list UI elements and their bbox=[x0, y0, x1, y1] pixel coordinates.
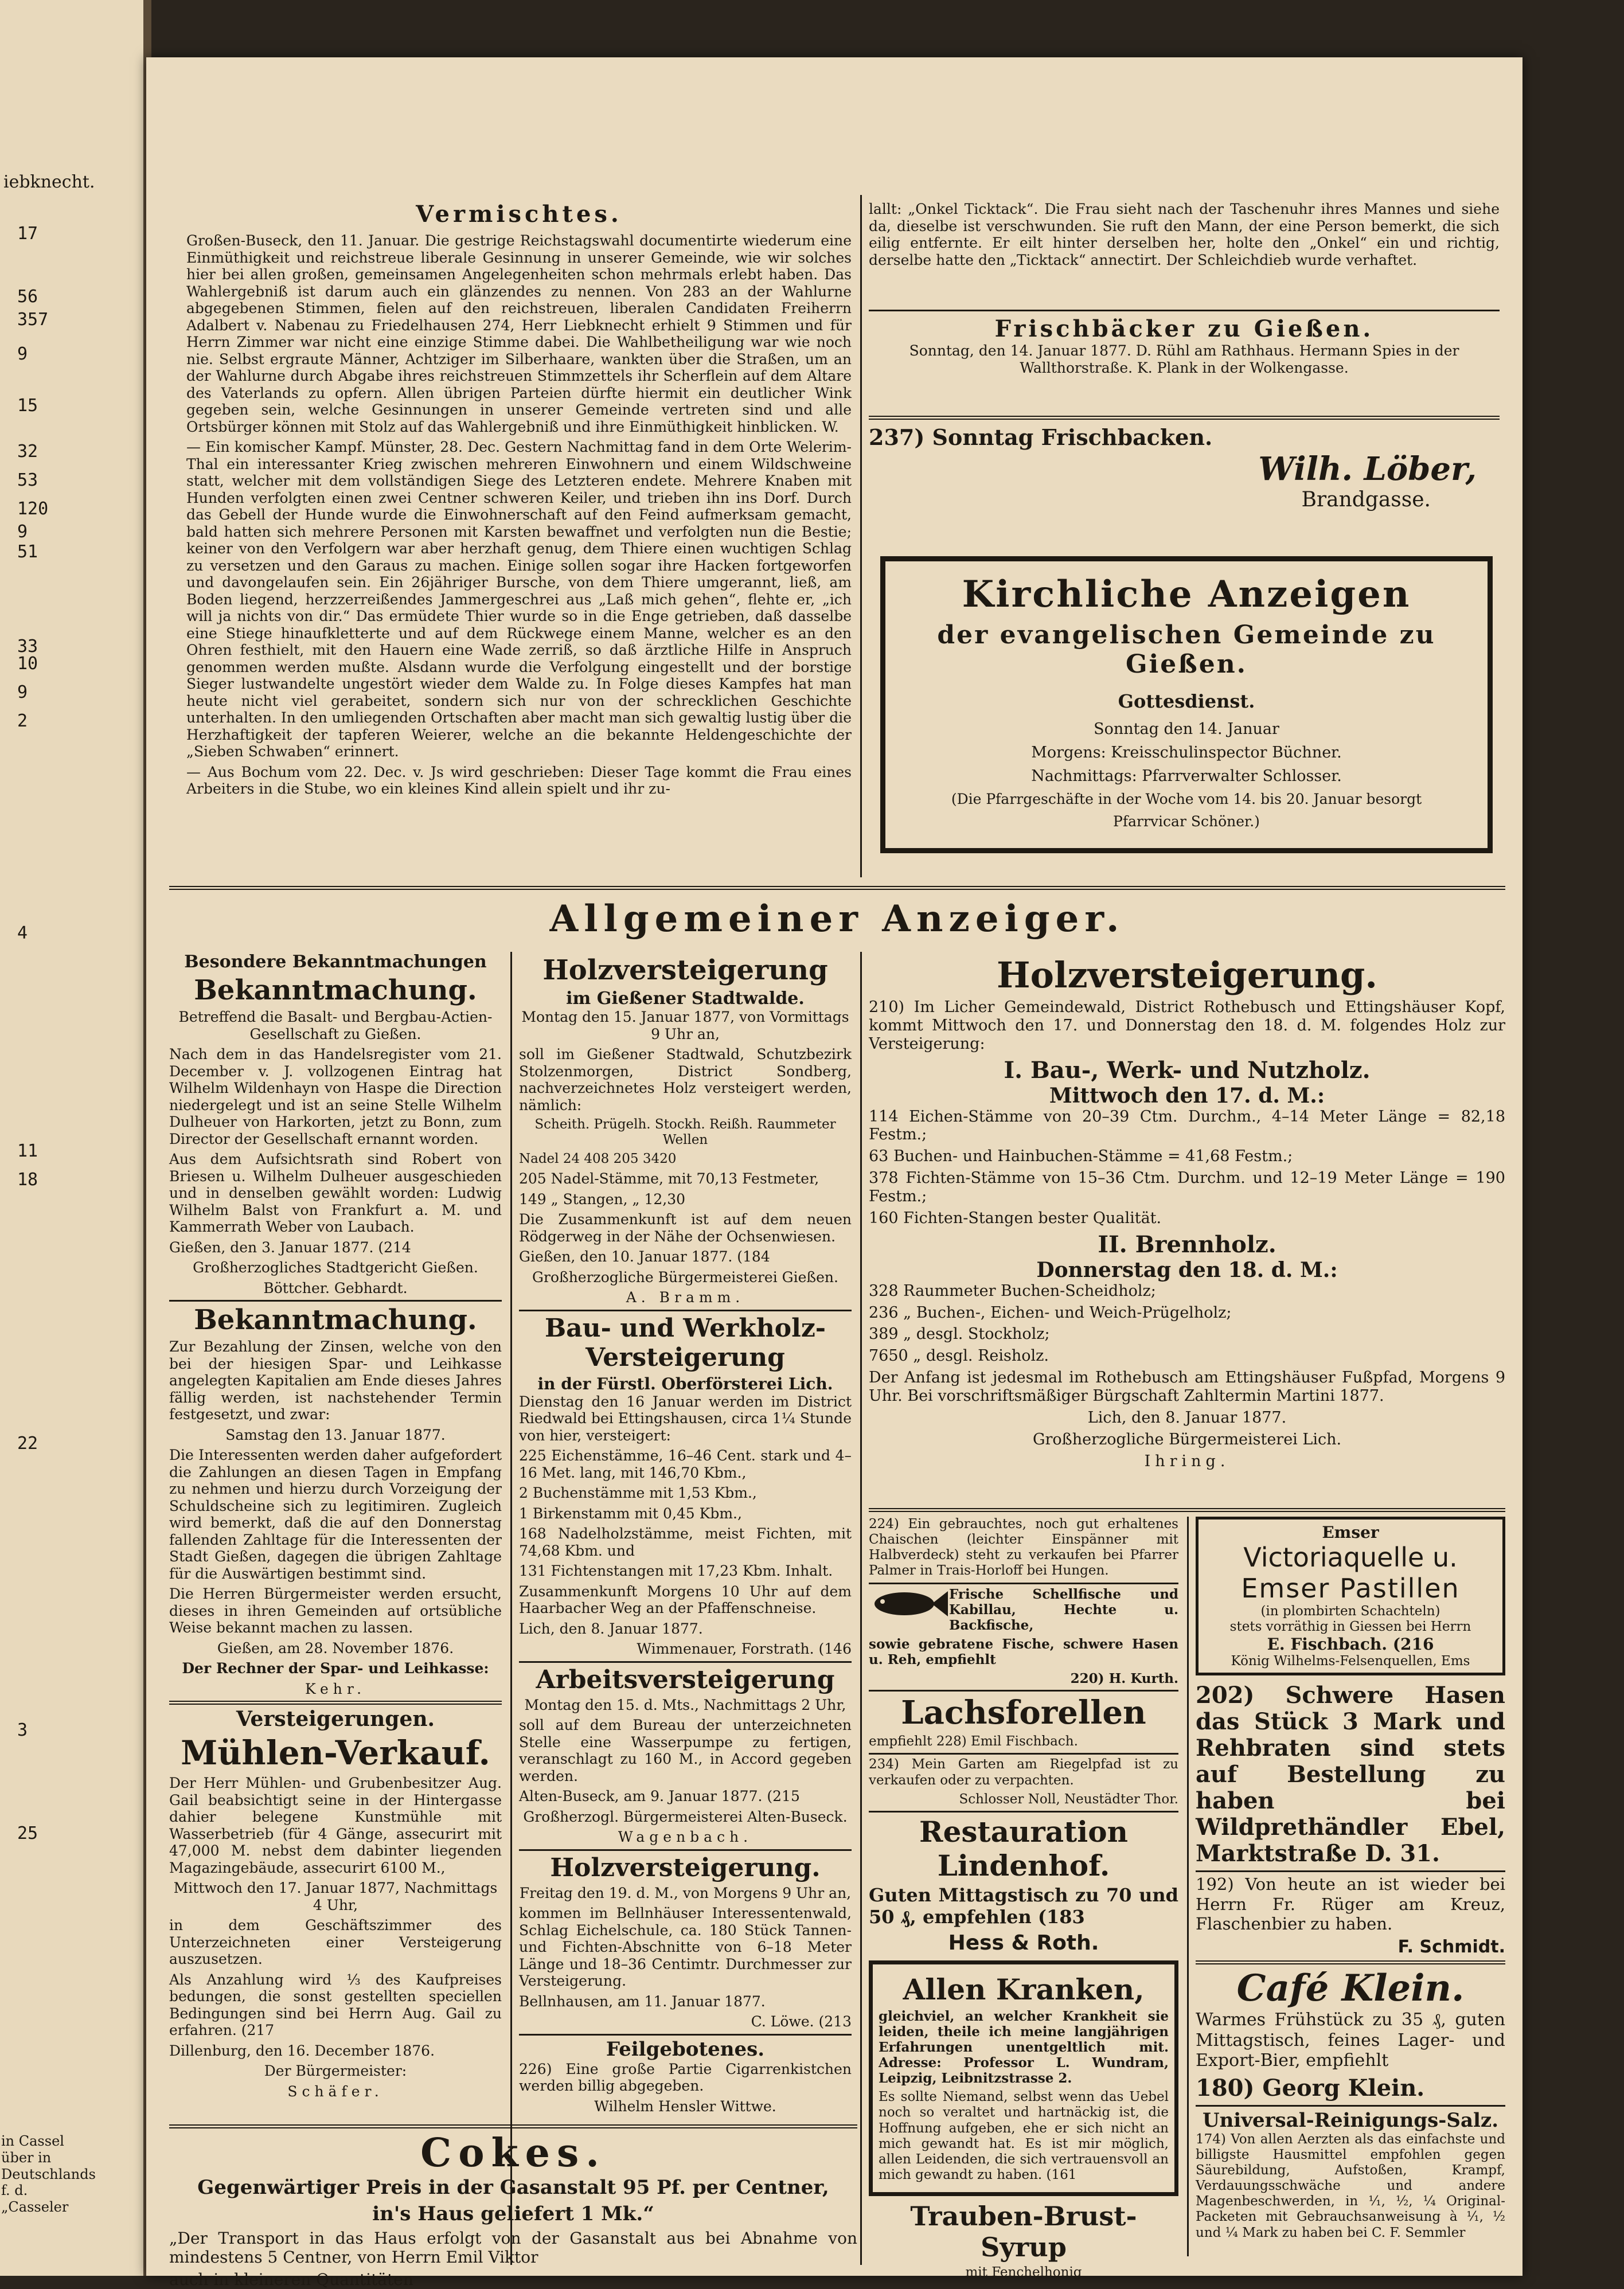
licher-line-3: 378 Fichten-Stämme von 15–36 Ctm. Durchm. und 12–19 Meter Länge = 190 Festm.; bbox=[869, 1169, 1505, 1206]
prev-page-number: 2 bbox=[17, 711, 28, 731]
bau-line-3: 1 Birkenstamm mit 0,45 Kbm., bbox=[519, 1505, 742, 1522]
restauration-title: Restauration Lindenhof. bbox=[919, 1814, 1128, 1882]
licher-authority: Großherzogliche Bürgermeisterei Lich. bbox=[1032, 1430, 1342, 1448]
licher-heading-2-date: Donnerstag den 18. d. M.: bbox=[1036, 1257, 1338, 1282]
bk2-text-3: Die Herren Bürgermeister werden ersucht, dieses in ihren Gemeinden auf ortsübliche Weise bekannt machen zu lassen. bbox=[169, 1585, 502, 1636]
allen-kranken-text-2: Es sollte Niemand, selbst wenn das Uebel noch so veraltet und hartnäckig ist, die Hoffnung aufgeben, ehe er sich nicht an mich gewandt hat. Es ist mir möglich, allen Leidenden, die sich vertrauensvoll an mich gewandt zu haben. (161 bbox=[879, 2089, 1169, 2182]
bekanntmachung-2-title: Bekanntmachung. bbox=[194, 1304, 477, 1336]
trauben-brust-syrup-title: Trauben-Brust-Syrup bbox=[910, 2201, 1137, 2263]
kirchliche-note-2: Pfarrvicar Schöner.) bbox=[1113, 813, 1260, 830]
bk1-subject: Betreffend die Basalt- und Bergbau-Actien-Gesellschaft zu Gießen. bbox=[178, 1009, 493, 1042]
frischbaecker-text: Sonntag, den 14. Januar 1877. D. Rühl am Rathhaus. Hermann Spies in der Wallthorstraße. K. Plank in der Wolkengasse. bbox=[909, 342, 1459, 376]
universal-salz-text: 174) Von allen Aerzten als das einfachste und billigste Hausmittel empfohlen gegen Säurebildung, Aufstoßen, Krampf, Verdauungsschwäche und andere Magenbeschwerden, in ¹⁄₁, ½, ¼ Original-Packeten mit Gebrauchsanweisung à ¹⁄₁, ½ und ¼ Mark zu haben bei C. F. Semmler bbox=[1196, 2131, 1505, 2240]
licher-text: Der Anfang ist jedesmal im Rothebusch am Ettingshäuser Fußpfad, Morgens 9 Uhr. Bei vorschriftsmäßiger Bürgschaft Zahltermin Martini 1877. bbox=[869, 1369, 1505, 1405]
loeber-name: Wilh. Löber, bbox=[1258, 450, 1477, 488]
rule bbox=[869, 1583, 1178, 1584]
bau-line-2: 2 Buchenstämme mit 1,53 Kbm., bbox=[519, 1485, 757, 1502]
fish-line-3: 220) H. Kurth. bbox=[1070, 1671, 1178, 1687]
cokes-delivery: in's Haus geliefert 1 Mk.“ bbox=[372, 2202, 654, 2226]
fish-line-1: Frische Schellfische und Kabillau, Hechte u. Backfische, bbox=[949, 1586, 1178, 1633]
allen-kranken-text-1: gleichviel, an welcher Krankheit sie leiden, theile ich meine langjährigen Erfahrungen unentgeltlich mit. Adresse: Professor L. Wundram, Leipzig, Leibnitzstrasse 2. bbox=[879, 2008, 1169, 2087]
frischbaecker-title: Frischbäcker zu Gießen. bbox=[994, 315, 1374, 342]
emser-kicker: Emser bbox=[1322, 1523, 1379, 1542]
restauration-signature: Hess & Roth. bbox=[948, 1931, 1099, 1955]
bellnhausen-date: Freitag den 19. d. M., von Morgens 9 Uhr an, bbox=[519, 1884, 852, 1901]
muehlen-date: Mittwoch den 17. Januar 1877, Nachmittags 4 Uhr, bbox=[173, 1880, 498, 1913]
licher-intro: 210) Im Licher Gemeindewald, District Rothebusch und Ettingshäuser Kopf, kommt Mittwoch den 17. und Donnerstag den 18. d. M. folgendes Holz zur Versteigerung: bbox=[869, 998, 1505, 1053]
holzversteigerung-licher-title: Holzversteigerung. bbox=[997, 954, 1377, 996]
prev-page-number: 25 bbox=[17, 1823, 38, 1843]
bau-line-4: 168 Nadelholzstämme, meist Fichten, mit 74,68 Kbm. und bbox=[519, 1525, 852, 1559]
vermischtes-section bbox=[186, 201, 852, 877]
flaschenbier-signature: F. Schmidt. bbox=[1397, 1937, 1505, 1958]
ad-number: 237) bbox=[869, 424, 925, 450]
fish-line-2: sowie gebratene Fische, schwere Hasen u. Reh, empfiehlt bbox=[869, 1636, 1178, 1667]
stadtwald-stangen: 149 „ Stangen, „ 12,30 bbox=[519, 1190, 686, 1208]
prev-page-number: 51 bbox=[17, 542, 38, 562]
arbeit-text: soll auf dem Bureau der unterzeichneten Stelle eine Wasserpumpe zu fertigen, veranschlagt zu 160 M., in Accord gegeben werden. bbox=[519, 1717, 852, 1784]
cokes-price: Gegenwärtiger Preis in der Gasanstalt 95 Pf. per Centner, bbox=[197, 2176, 829, 2199]
licher-line-5: 328 Raummeter Buchen-Scheidholz; bbox=[869, 1282, 1156, 1300]
prev-page-number: 18 bbox=[17, 1170, 38, 1190]
vermischtes-title: Vermischtes. bbox=[416, 201, 622, 228]
prev-page-number: 22 bbox=[17, 1433, 38, 1454]
prev-page-label: iebknecht. bbox=[3, 172, 95, 192]
gottesdienst-heading: Gottesdienst. bbox=[1118, 690, 1255, 712]
kirchliche-anzeigen-box bbox=[880, 556, 1493, 853]
allen-kranken-box bbox=[869, 1960, 1178, 2196]
frischbaecker-section bbox=[869, 315, 1500, 413]
stadtwald-date: Montag den 15. Januar 1877, von Vormittags 9 Uhr an, bbox=[521, 1009, 849, 1042]
licher-place-date: Lich, den 8. Januar 1877. bbox=[1087, 1408, 1287, 1427]
muehlen-signature: Schäfer. bbox=[287, 2083, 384, 2100]
cafe-klein-title: Café Klein. bbox=[1236, 1967, 1465, 2010]
licher-signature: Ihring. bbox=[1144, 1452, 1230, 1470]
flaschenbier-ad: 192) Von heute an ist wieder bei Herrn Fr. Rüger am Kreuz, Flaschenbier zu haben. bbox=[1196, 1874, 1505, 1933]
cokes-transport: „Der Transport in das Haus erfolgt von der Gasanstalt aus bei Abnahme von mindestens 5 Centner, von Herrn Emil Viktor bbox=[169, 2229, 857, 2267]
column-rule bbox=[860, 195, 862, 877]
cokes-quantities: auch in kleineren Quantitäten bbox=[169, 2270, 413, 2289]
rule bbox=[869, 416, 1500, 420]
previous-page-fragment bbox=[0, 52, 126, 2271]
frischbacken-title: Sonntag Frischbacken. bbox=[932, 424, 1213, 450]
prev-page-number: 9 bbox=[17, 682, 28, 702]
bk2-place-date: Gießen, am 28. November 1876. bbox=[217, 1639, 454, 1657]
frischbacken-ad bbox=[869, 424, 1500, 545]
vermischtes-article-buseck: Großen-Buseck, den 11. Januar. Die gestrige Reichstagswahl documentirte wiederum eine Einmüthigkeit und reichstreue liberale Gesinnung in unserer Gemeinde, wie wir solches hier bei allen großen, gemeinsamen Angelegenheiten schon mehrmals erlebt haben. Das Wahlergebniß ist darum auch ein glänzendes zu nennen. Von 283 an der Wahlurne abgegebenen Stimmen, fielen auf den reichstreuen, liberalen Candidaten Freiherrn Adalbert v. Nabenau zu Friedelhausen 274, Herr Liebknecht erhielt 9 Stimmen und für Herrn Zimmer war nicht eine einzige Stimme dabei. Die Wahlbetheiligung war wie noch nie. Selbst ergraute Männer, Achtziger im Silberhaare, wankten über die Straßen, um an der Wahlurne durch Abgabe ihres reichstreuen Stimmzettels ihr Scherflein auf dem Altare des Vaterlands zu opfern. Allen übrigen Parteien dürfte hiermit ein deutlicher Wink gegeben sein, welche Gesinnungen in unserer Gemeinde vertreten sind und alle Ortsbürger können mit Stolz auf das Wahlergebniß und ihre Einmüthigkeit hinblicken. W. bbox=[186, 232, 852, 435]
stadtwald-table-header: Scheith. Prügelh. Stockh. Reißh. Raummeter Wellen bbox=[534, 1117, 836, 1148]
bau-meeting: Zusammenkunft Morgens 10 Uhr auf dem Haarbacher Weg an der Pfaffenschneise. bbox=[519, 1583, 852, 1617]
prev-page-number: 56 bbox=[17, 287, 38, 307]
column-rule bbox=[510, 952, 512, 2265]
book-spine bbox=[0, 0, 151, 2276]
licher-line-1: 114 Eichen-Stämme von 20–39 Ctm. Durchm., 4–14 Meter Länge = 82,18 Festm.; bbox=[869, 1107, 1505, 1144]
rule bbox=[519, 1661, 852, 1663]
restauration-text: Guten Mittagstisch zu 70 und 50 ₰, empfehlen (183 bbox=[869, 1884, 1178, 1928]
cokes-ad bbox=[169, 2130, 857, 2289]
rule bbox=[169, 2124, 857, 2128]
kirchliche-morning: Morgens: Kreisschulinspector Büchner. bbox=[1031, 744, 1342, 761]
stadtwald-subtitle: im Gießener Stadtwalde. bbox=[566, 989, 805, 1009]
arbeit-signature: Wagenbach. bbox=[618, 1829, 753, 1846]
stadtwald-staemme: 205 Nadel-Stämme, mit 70,13 Festmeter, bbox=[519, 1170, 819, 1188]
holzversteigerung-stadtwald-title: Holzversteigerung bbox=[542, 954, 828, 986]
rule bbox=[1196, 2105, 1505, 2107]
muehlen-text-3: Als Anzahlung wird ⅓ des Kaufpreises bedungen, die sonst gestellten speciellen Bedingungen sind bei Herrn Aug. Gail zu erfahren. (217 bbox=[169, 1971, 502, 2038]
rule bbox=[869, 1753, 1178, 1755]
vermischtes-article-bochum: — Aus Bochum vom 22. Dec. v. Js wird geschrieben: Dieser Tage kommt die Frau eines Arbeiters in die Stube, wo ein kleines Kind allein spielt und ihr zu- bbox=[186, 763, 852, 797]
stadtwald-table-row: Nadel 24 408 205 3420 bbox=[519, 1151, 677, 1167]
licher-line-2: 63 Buchen- und Hainbuchen-Stämme = 41,68 Festm.; bbox=[869, 1147, 1293, 1166]
licher-line-6: 236 „ Buchen-, Eichen- und Weich-Prügelholz; bbox=[869, 1303, 1232, 1322]
prev-page-number: 9 bbox=[17, 522, 28, 542]
prev-page-number: 3 bbox=[17, 1720, 28, 1740]
vermischtes-continuation bbox=[869, 201, 1500, 304]
garten-signature: Schlosser Noll, Neustädter Thor. bbox=[959, 1791, 1178, 1807]
bk1-signatures: Böttcher. Gebhardt. bbox=[263, 1279, 408, 1296]
licher-line-4: 160 Fichten-Stangen bester Qualität. bbox=[869, 1209, 1162, 1227]
stadtwald-place-date: Gießen, den 10. Januar 1877. (184 bbox=[519, 1248, 770, 1265]
universal-salz-title: Universal-Reinigungs-Salz. bbox=[1202, 2108, 1499, 2132]
licher-line-7: 389 „ desgl. Stockholz; bbox=[869, 1325, 1050, 1343]
fish-ad bbox=[869, 1587, 1178, 1636]
vermischtes-article-kampf: — Ein komischer Kampf. Münster, 28. Dec. Gestern Nachmittag fand in dem Orte Welerim-Thal ein interessanter Krieg zwischen mehreren Einwohnern und einem Wildschweine statt, welcher mit dem vollständigen Siege des Letzteren endete. Mehrere Knaben mit Hunden verfolgten einen zwei Centner schweren Keiler, und trieben ihn ins Dorf. Durch das Gebell der Hunde wurde die Einwohnerschaft auf den Feind aufmerksam gemacht, bald hatten sich mehrere Personen mit Karsten bewaffnet und verfolgten nun die Bestie; keiner von den Verfolgern war aber herzhaft genug, dem Thiere einen wuchtigen Schlag zu versetzen und den Garaus zu machen. Einige sollen sogar ihre Hacken fortgeworfen und davongelaufen sein. Ein 26jähriger Bursche, von dem Thiere umgerannt, ließ, am Boden liegend, herzzerreißendes Jammergeschrei aus „Laß mich gehen“, flehte er, „ich will ja nichts von dir.“ Das ermüdete Thier wurde so in die Enge getrieben, daß dasselbe eine Stiege hinaufkletterte und auf dem Rückwege einem Manne, welcher es an den Ohren festhielt, mit den Hauern eine Wade zerriß, so daß ärztliche Hilfe in Anspruch genommen werden mußte. Alsdann wurde die Verfolgung eingestellt und der borstige Sieger lustwandelte ungestört wieder dem Walde zu. In Folge dieses Kampfes hat man heute nicht viel gerabeitet, sondern sich nur von der schrecklichen Geschichte unterhalten. In den umliegenden Ortschaften aber macht man sich gewaltig lustig über die Herzhaftigkeit der tapferen Weierer, welche an die bekannte Heldengeschichte der „Sieben Schwaben“ erinnert. bbox=[186, 439, 852, 760]
stadtwald-signature: A. Bramm. bbox=[626, 1289, 745, 1306]
rule bbox=[869, 1690, 1178, 1692]
bau-werkholz-subtitle: in der Fürstl. Oberförsterei Lich. bbox=[537, 1374, 833, 1393]
bk2-text-1: Zur Bezahlung der Zinsen, welche von den bei der hiesigen Spar- und Leihkasse angelegten Kapitalien am Ende dieses Jahres fällig werden, ist nachstehender Termin festgesetzt, und zwar: bbox=[169, 1338, 502, 1423]
emser-victoriaquelle: Victoriaquelle u. bbox=[1243, 1542, 1458, 1573]
feilgebotenes-heading: Feilgebotenes. bbox=[606, 2037, 765, 2061]
rule bbox=[1196, 1870, 1505, 1872]
bk2-text-2: Die Interessenten werden daher aufgefordert die Zahlungen an diesen Tagen in Empfang zu nehmen und hierzu durch Vorzeigung der Schuldscheine sich zu legitimiren. Zugleich wird bemerkt, daß die auf den Donnerstag fallenden Zahltage für die Interessenten der Stadt Gießen, dagegen die übrigen Zahltage für die Auswärtigen bestimmt sind. bbox=[169, 1447, 502, 1582]
prev-page-number: 10 bbox=[17, 654, 38, 674]
holzversteigerung-licher-section bbox=[869, 952, 1505, 1502]
bk1-authority: Großherzogliches Stadtgericht Gießen. bbox=[193, 1259, 478, 1276]
newspaper-page bbox=[146, 57, 1522, 2289]
emser-box bbox=[1196, 1517, 1505, 1675]
stadtwald-meeting: Die Zusammenkunft ist auf dem neuen Rödgerweg in der Nähe der Ochsenwiesen. bbox=[519, 1211, 852, 1245]
bau-place-date: Lich, den 8. Januar 1877. bbox=[519, 1620, 703, 1637]
rule bbox=[1196, 1960, 1505, 1964]
prev-page-number: 4 bbox=[17, 923, 28, 943]
prev-page-bottom-text: in Cassel über in Deutschlands f. d. „Casseler bbox=[1, 2133, 96, 2216]
prev-page-number: 357 bbox=[17, 310, 49, 330]
bellnhausen-text: kommen im Bellnhäuser Interessentenwald, Schlag Eichelschule, ca. 180 Stück Tannen- und Fichten-Abschnitte von 6–18 Meter Länge und 18–36 Centimtr. Durchmesser zur Versteigerung. bbox=[519, 1905, 852, 1990]
bekanntmachung-1-title: Bekanntmachung. bbox=[194, 974, 477, 1006]
emser-source: König Wilhelms-Felsenquellen, Ems bbox=[1231, 1654, 1470, 1669]
feilgebotenes-text: 226) Eine große Partie Cigarrenkistchen werden billig abgegeben. bbox=[519, 2060, 852, 2095]
bk1-text-1: Nach dem in das Handelsregister vom 21. December v. J. vollzogenen Eintrag hat Wilhelm Wildenhayn von Haspe die Direction niedergelegt und ist an seine Stelle Wilhelm Dulheuer von Harkorten, jetzt zu Bonn, zum Director der Gesellschaft ernannt worden. bbox=[169, 1046, 502, 1147]
rule bbox=[869, 1811, 1178, 1813]
kirchliche-subtitle: der evangelischen Gemeinde zu Gießen. bbox=[937, 620, 1436, 679]
licher-line-8: 7650 „ desgl. Reisholz. bbox=[869, 1347, 1049, 1365]
prev-page-number: 11 bbox=[17, 1141, 38, 1161]
stadtwald-text: soll im Gießener Stadtwald, Schutzbezirk Stolzenmorgen, District Sondberg, nachverzeichnetes Holz versteigert werden, nämlich: bbox=[519, 1046, 852, 1114]
muehlen-text-1: Der Herr Mühlen- und Grubenbesitzer Aug. Gail beabsichtigt seine in der Hintergasse dahier belegene Kunstmühle mit Wasserbetrieb (für 4 Gänge, assecurirt mit 47,000 M. nebst dem dabinter liegenden Magazingebäude, assecurirt 6100 M., bbox=[169, 1775, 502, 1876]
emser-pastillen: Emser Pastillen bbox=[1241, 1573, 1460, 1604]
prev-page-number: 32 bbox=[17, 442, 38, 462]
kirchliche-date: Sonntag den 14. Januar bbox=[1094, 720, 1279, 738]
column-1 bbox=[169, 952, 502, 2288]
kirchliche-afternoon: Nachmittags: Pfarrverwalter Schlosser. bbox=[1031, 767, 1342, 785]
cafe-klein-text: Warmes Frühstück zu 35 ₰, guten Mittagstisch, feines Lager- und Export-Bier, empfiehlt bbox=[1196, 2010, 1505, 2071]
bau-signature: Wimmenauer, Forstrath. (146 bbox=[637, 1640, 852, 1658]
vermischtes-article-bochum-cont: lallt: „Onkel Ticktack“. Die Frau sieht nach der Taschenuhr ihres Mannes und siehe da, dieselbe ist verschwunden. Sie ruft den Mann, der eine Person bemerkt, die sich eilig entfernte. Er eilt hinter derselben her, holte den „Onkel“ ein und richtig, derselbe hatte den „Ticktack“ annectirt. Der Schleichdieb wurde verhaftet. bbox=[869, 201, 1500, 268]
column-2 bbox=[519, 952, 852, 2236]
muehlen-text-2: in dem Geschäftszimmer des Unterzeichneten einer Versteigerung auszusetzen. bbox=[169, 1917, 502, 1967]
column-rule bbox=[1187, 1517, 1189, 2256]
rule bbox=[169, 1300, 502, 1302]
bau-line-5: 131 Fichtenstangen mit 17,23 Kbm. Inhalt. bbox=[519, 1563, 833, 1580]
stadtwald-authority: Großherzogliche Bürgermeisterei Gießen. bbox=[532, 1268, 838, 1286]
chaischen-ad: 224) Ein gebrauchtes, noch gut erhaltenes Chaischen (leichter Einspänner mit Halbverdeck) steht zu verkaufen bei Pfarrer Palmer in Trais-Horloff bei Hungen. bbox=[869, 1517, 1178, 1579]
holzversteigerung-bellnhausen-title: Holzversteigerung. bbox=[550, 1853, 821, 1882]
column-rule bbox=[860, 952, 862, 2265]
muehlen-place-date: Dillenburg, den 16. December 1876. bbox=[169, 2042, 435, 2059]
bk2-date: Samstag den 13. Januar 1877. bbox=[225, 1426, 446, 1443]
lachsforellen-title: Lachsforellen bbox=[901, 1694, 1146, 1732]
prev-page-number: 120 bbox=[17, 499, 49, 519]
rule bbox=[519, 1310, 852, 1311]
bk2-signature: Kehr. bbox=[304, 1680, 366, 1697]
bk2-rechner: Der Rechner der Spar- und Leihkasse: bbox=[182, 1660, 489, 1677]
feilgebotenes-signature: Wilhelm Hensler Wittwe. bbox=[594, 2097, 776, 2115]
column-5-ads bbox=[1196, 1517, 1505, 2256]
kicker: Besondere Bekanntmachungen bbox=[184, 952, 487, 972]
cokes-title: Cokes. bbox=[420, 2130, 606, 2176]
arbeit-date: Montag den 15. d. Mts., Nachmittags 2 Uhr, bbox=[524, 1696, 846, 1713]
arbeit-place-date: Alten-Buseck, am 9. Januar 1877. (215 bbox=[519, 1788, 800, 1805]
cafe-klein-signature: 180) Georg Klein. bbox=[1196, 2074, 1425, 2101]
bellnhausen-place-date: Bellnhausen, am 11. Januar 1877. bbox=[519, 1993, 766, 2010]
arbeitsversteigerung-title: Arbeitsversteigerung bbox=[536, 1665, 835, 1694]
loeber-street: Brandgasse. bbox=[1301, 488, 1431, 511]
prev-page-number: 17 bbox=[17, 224, 38, 244]
allen-kranken-title: Allen Kranken, bbox=[903, 1972, 1145, 2006]
rule bbox=[869, 1508, 1505, 1512]
emser-stock: stets vorräthig in Giessen bei Herrn bbox=[1229, 1619, 1471, 1635]
rule bbox=[519, 1849, 852, 1851]
prev-page-number: 53 bbox=[17, 470, 38, 490]
garten-ad: 234) Mein Garten am Riegelpfad ist zu verkaufen oder zu verpachten. bbox=[869, 1757, 1178, 1788]
rule bbox=[169, 1701, 502, 1705]
bau-werkholz-title: Bau- und Werkholz-Versteigerung bbox=[544, 1313, 826, 1372]
licher-heading-1: I. Bau-, Werk- und Nutzholz. bbox=[1004, 1056, 1371, 1084]
trauben-subtitle: mit Fenchelhonig bbox=[965, 2265, 1082, 2280]
emser-dealer: E. Fischbach. (216 bbox=[1267, 1635, 1434, 1654]
versteigerungen-heading: Versteigerungen. bbox=[236, 1707, 435, 1731]
kirchliche-title: Kirchliche Anzeigen bbox=[962, 573, 1411, 616]
bk1-date: Gießen, den 3. Januar 1877. (214 bbox=[169, 1239, 411, 1256]
licher-heading-1-date: Mittwoch den 17. d. M.: bbox=[1049, 1083, 1325, 1108]
bau-text-1: Dienstag den 16 Januar werden im District Riedwald bei Ettingshausen, circa 1¼ Stunde von hier, versteigert: bbox=[519, 1393, 852, 1444]
bellnhausen-signature: C. Löwe. (213 bbox=[751, 2013, 852, 2030]
fish-icon bbox=[869, 1587, 949, 1621]
hasen-ad: 202) Schwere Hasen das Stück 3 Mark und Rehbraten sind stets auf Bestellung zu haben bei Wildprethändler Ebel, Marktstraße D. 31. bbox=[1196, 1682, 1505, 1868]
prev-page-number: 15 bbox=[17, 396, 38, 416]
bau-line-1: 225 Eichenstämme, 16–46 Cent. stark und 4–16 Met. lang, mit 146,70 Kbm., bbox=[519, 1447, 852, 1481]
prev-page-number: 9 bbox=[17, 344, 28, 364]
licher-heading-2: II. Brennholz. bbox=[1098, 1231, 1276, 1258]
arbeit-authority: Großherzogl. Bürgermeisterei Alten-Buseck. bbox=[523, 1808, 848, 1825]
rule bbox=[519, 2034, 852, 2036]
section-rule bbox=[169, 886, 1505, 890]
page-content bbox=[169, 195, 1505, 2289]
rule bbox=[869, 310, 1500, 311]
prev-page-number: 33 bbox=[17, 636, 38, 657]
emser-note: (in plombirten Schachteln) bbox=[1260, 1604, 1440, 1619]
muehlen-mayor: Der Bürgermeister: bbox=[264, 2063, 407, 2079]
muehlen-verkauf-title: Mühlen-Verkauf. bbox=[181, 1733, 490, 1772]
allgemeiner-anzeiger-title: Allgemeiner Anzeiger. bbox=[549, 897, 1125, 940]
column-4-ads bbox=[869, 1517, 1178, 2280]
lachsforellen-text: empfiehlt 228) Emil Fischbach. bbox=[869, 1734, 1078, 1749]
kirchliche-note: (Die Pfarrgeschäfte in der Woche vom 14. bis 20. Januar besorgt bbox=[951, 791, 1422, 807]
bk1-text-2: Aus dem Aufsichtsrath sind Robert von Briesen u. Wilhelm Dulheuer ausgeschieden und in denselben gewählt worden: Ludwig Wilhelm Balst von Frankfurt a. M. und Kammerrath Weber von Laubach. bbox=[169, 1151, 502, 1235]
